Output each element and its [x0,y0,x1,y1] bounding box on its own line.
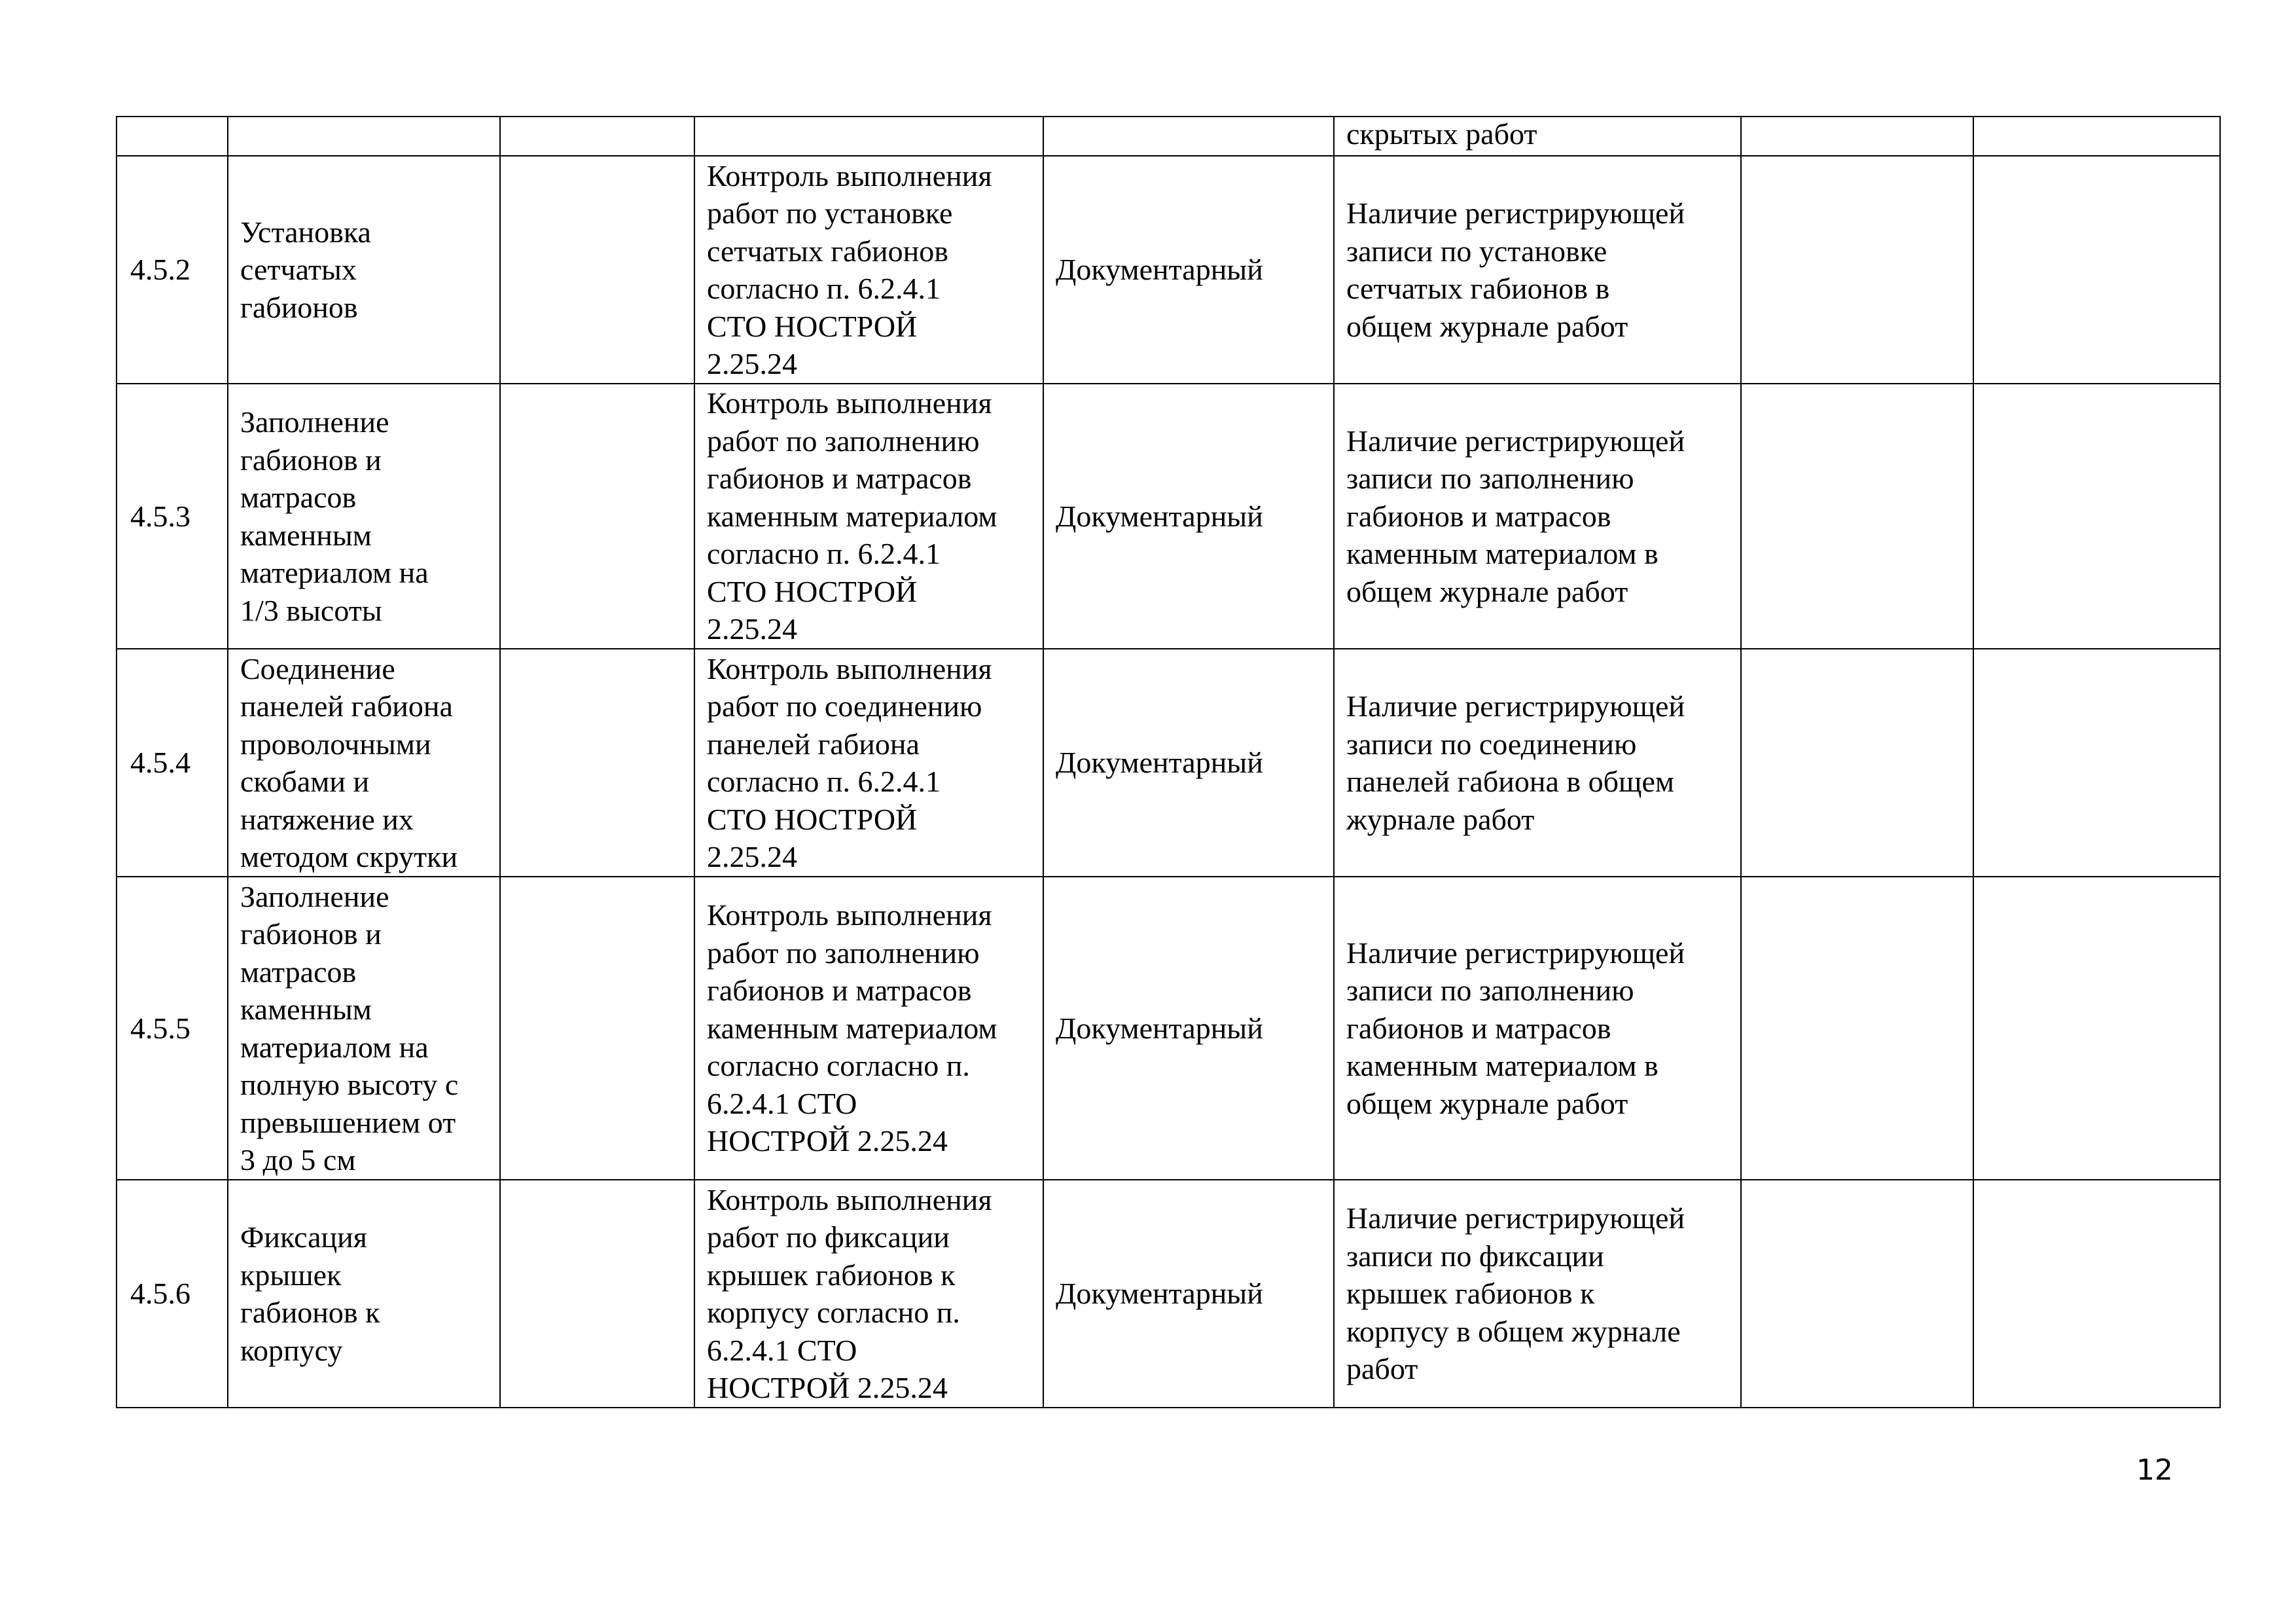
table-cell [1973,384,2220,649]
method-text: Документарный [1056,746,1263,780]
table-cell [1973,649,2220,877]
method-cell [1043,877,1334,1180]
document-cell [1334,649,1741,877]
operation-cell [228,877,500,1180]
table-row [117,117,2220,156]
control-cell [694,1180,1043,1408]
method-cell [1043,1180,1334,1408]
operation-text: Установка сетчатых габионов [240,215,371,324]
table-cell [228,117,500,156]
table-cell [1741,384,1973,649]
control-text: Контроль выполнения работ по соединению панелей габиона согласно п. 6.2.4.1 СТО НОСТРОЙ 2.25.24 [707,651,992,873]
table-cell [1741,1180,1973,1408]
table-row [117,877,2220,1180]
control-text: Контроль выполнения работ по заполнению габионов и матрасов каменным материалом согласно п. 6.2.4.1 СТО НОСТРОЙ 2.25.24 [707,386,997,646]
table-cell [1973,877,2220,1180]
document-text: Наличие регистрирующей записи по заполнению габионов и матрасов каменным материалом в общем журнале работ [1346,936,1685,1120]
row-number: 4.5.3 [130,499,190,533]
table-row [117,649,2220,877]
control-text: Контроль выполнения работ по установке сетчатых габионов согласно п. 6.2.4.1 СТО НОСТРОЙ 2.25.24 [707,158,992,380]
executor-cell [500,649,694,877]
operation-text: Фиксация крышек габионов к корпусу [240,1220,380,1367]
control-text: Контроль выполнения работ по заполнению габионов и матрасов каменным материалом согласно согласно п. 6.2.4.1 СТО НОСТРОЙ 2.25.24 [707,898,997,1158]
table-cell [1741,156,1973,384]
table-cell [1043,117,1334,156]
method-text: Документарный [1056,253,1263,287]
control-cell [694,384,1043,649]
operation-text: Заполнение габионов и матрасов каменным материалом на 1/3 высоты [240,405,429,627]
row-number: 4.5.2 [130,253,190,287]
table-cell [1973,117,2220,156]
executor-cell [500,156,694,384]
operation-cell [228,384,500,649]
executor-cell [500,1180,694,1408]
table-cell [1973,156,2220,384]
document-cell [1334,384,1741,649]
table-cell [117,117,228,156]
row-number: 4.5.5 [130,1011,190,1045]
row-number-cell [117,1180,228,1408]
control-cell [694,649,1043,877]
table-row [117,156,2220,384]
document-text: Наличие регистрирующей записи по заполнению габионов и матрасов каменным материалом в общем журнале работ [1346,424,1685,608]
table-cell [1741,649,1973,877]
executor-cell [500,384,694,649]
document-cell [1334,877,1741,1180]
operation-cell [228,156,500,384]
method-cell [1043,649,1334,877]
row-number: 4.5.6 [130,1277,190,1311]
table-cell [694,117,1043,156]
table-row [117,384,2220,649]
document-text: Наличие регистрирующей записи по установке сетчатых габионов в общем журнале работ [1346,196,1685,343]
operation-text: Заполнение габионов и матрасов каменным материалом на полную высоту с превышением от 3 до 5 см [240,879,459,1176]
executor-cell [500,877,694,1180]
document-text: Наличие регистрирующей записи по соединению панелей габиона в общем журнале работ [1346,689,1685,836]
method-cell [1043,156,1334,384]
method-text: Документарный [1056,499,1263,533]
continuation-cell [1334,117,1741,156]
document-text: Наличие регистрирующей записи по фиксации крышек габионов к корпусу в общем журнале работ [1346,1201,1685,1386]
page-number: 12 [2136,1453,2173,1487]
document-cell [1334,1180,1741,1408]
control-cell [694,156,1043,384]
operation-cell [228,649,500,877]
inspection-table [116,116,2221,1408]
control-text: Контроль выполнения работ по фиксации крышек габионов к корпусу согласно п. 6.2.4.1 СТО НОСТРОЙ 2.25.24 [707,1182,992,1404]
control-cell [694,877,1043,1180]
row-number: 4.5.4 [130,746,190,780]
operation-text: Соединение панелей габиона проволочными скобами и натяжение их методом скрутки [240,651,458,873]
table-row [117,1180,2220,1408]
document-cell [1334,156,1741,384]
row-number-cell [117,156,228,384]
row-number-cell [117,649,228,877]
row-number-cell [117,384,228,649]
method-text: Документарный [1056,1011,1263,1045]
row-number-cell [117,877,228,1180]
continuation-text: скрытых работ [1346,117,1537,151]
method-cell [1043,384,1334,649]
table-cell [500,117,694,156]
method-text: Документарный [1056,1277,1263,1311]
operation-cell [228,1180,500,1408]
table-cell [1741,117,1973,156]
table-cell [1741,877,1973,1180]
table-cell [1973,1180,2220,1408]
